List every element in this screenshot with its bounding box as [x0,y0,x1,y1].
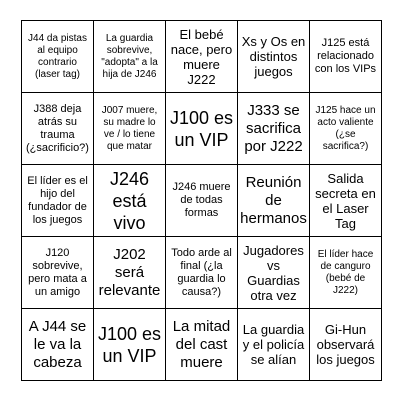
cell-text: La guardia y el policía se alían [242,322,305,367]
bingo-cell[interactable] [310,309,382,381]
bingo-cell[interactable] [238,309,310,381]
bingo-cell[interactable] [22,165,94,237]
bingo-cell[interactable] [22,237,94,309]
cell-text: Gi-Hun observará los juegos [316,322,375,367]
cell-text: Jugadores vs Guardias otra vez [243,242,304,303]
cell-text: Todo arde al final (¿la guardia lo causa?) [171,246,232,298]
bingo-cell[interactable] [94,21,166,93]
bingo-cell[interactable] [238,93,310,165]
cell-text: J125 hace un acto valiente (¿se sacrifica?) [315,104,376,152]
bingo-cell[interactable] [310,93,382,165]
cell-text: El bebé nace, pero muere J222 [170,26,233,87]
cell-text: Reunión de hermanos [240,173,307,227]
cell-text: J333 se sacrifica por J222 [244,101,303,155]
bingo-cell[interactable] [166,237,238,309]
bingo-cell[interactable] [166,21,238,93]
bingo-cell[interactable] [94,309,166,381]
bingo-cell[interactable] [238,165,310,237]
bingo-cell[interactable] [238,21,310,93]
cell-text: La guardia sobrevive, "adopta" a la hija de J246 [101,32,158,80]
cell-text: Salida secreta en el Laser Tag [315,170,376,231]
cell-text: Xs y Os en distintos juegos [241,34,306,79]
cell-text: J007 muere, su madre lo ve / lo tiene que matar [101,104,158,152]
cell-text: J388 deja atrás su trauma (¿sacrificio?) [26,102,89,154]
bingo-cell[interactable] [166,93,238,165]
cell-text: A J44 se le va la cabeza [28,317,87,371]
cell-text: J202 será relevante [98,245,161,299]
bingo-cell[interactable] [310,165,382,237]
cell-text: J125 está relacionado con los VIPs [314,37,377,75]
cell-text: El líder hace de canguro (bebé de J222) [317,248,374,296]
cell-text: J100 es un VIP [169,107,234,150]
bingo-cell[interactable] [94,165,166,237]
bingo-cell[interactable] [310,237,382,309]
cell-text: J120 sobrevive, pero mata a un amigo [28,246,87,298]
cell-text: El líder es el hijo del fundador de los juegos [27,174,88,226]
bingo-cell[interactable] [22,309,94,381]
bingo-cell[interactable] [22,93,94,165]
bingo-cell[interactable] [94,237,166,309]
cell-text: J44 da pistas al equipo contrario (laser tag) [28,32,87,80]
cell-text: J246 está vivo [109,168,150,233]
cell-text: La mitad del cast muere [172,317,231,371]
bingo-cell[interactable] [310,21,382,93]
bingo-cell[interactable] [238,237,310,309]
bingo-cell[interactable] [166,165,238,237]
bingo-cell[interactable] [94,93,166,165]
cell-text: J246 muere de todas formas [172,181,231,219]
bingo-cell[interactable] [166,309,238,381]
bingo-board [21,20,382,381]
cell-text: J100 es un VIP [97,323,162,366]
bingo-cell[interactable] [22,21,94,93]
